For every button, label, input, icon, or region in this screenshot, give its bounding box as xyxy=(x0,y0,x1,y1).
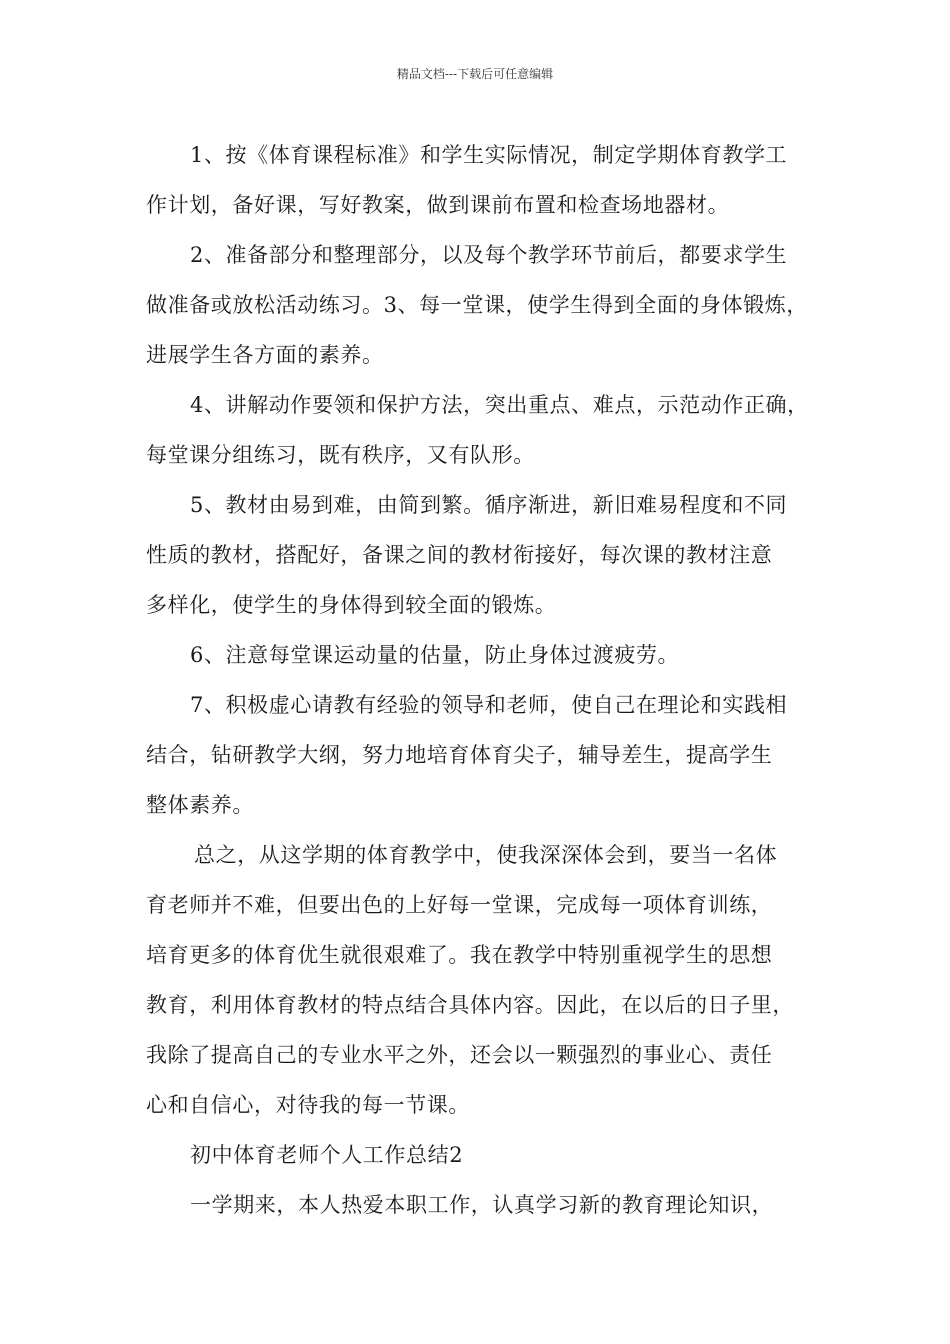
paragraph-line: 育老师并不难，但要出色的上好每一堂课，完成每一项体育训练， xyxy=(146,893,773,917)
paragraph-item-6 xyxy=(146,630,814,680)
paragraph-line: 6、注意每堂课运动量的估量，防止身体过渡疲劳。 xyxy=(190,643,680,667)
paragraph-line: 4、讲解动作要领和保护方法，突出重点、难点，示范动作正确， xyxy=(190,393,809,417)
paragraph-item-2 xyxy=(146,230,814,380)
paragraph-line: 培育更多的体育优生就很艰难了。我在教学中特别重视学生的思想 xyxy=(146,943,773,967)
paragraph-line: 5、教材由易到难，由简到繁。循序渐进，新旧难易程度和不同 xyxy=(190,493,788,517)
paragraph-line: 7、积极虚心请教有经验的领导和老师，使自己在理论和实践相 xyxy=(190,693,788,717)
paragraph-line: 我除了提高自己的专业水平之外，还会以一颗强烈的事业心、责任 xyxy=(146,1043,773,1067)
paragraph-summary xyxy=(146,830,814,1130)
paragraph-line: 1、按《体育课程标准》和学生实际情况，制定学期体育教学工 xyxy=(190,143,788,167)
page-header: 精品文档---下载后可任意编辑 xyxy=(396,67,554,81)
document-body xyxy=(146,130,814,1230)
paragraph-intro xyxy=(146,1180,814,1230)
section-heading xyxy=(146,1130,814,1180)
paragraph-line: 心和自信心，对待我的每一节课。 xyxy=(146,1093,470,1117)
paragraph-line: 整体素养。 xyxy=(146,793,254,817)
paragraph-item-5 xyxy=(146,480,814,630)
paragraph-line: 2、准备部分和整理部分，以及每个教学环节前后，都要求学生 xyxy=(190,243,788,267)
paragraph-line: 性质的教材，搭配好，备课之间的教材衔接好，每次课的教材注意 xyxy=(146,543,773,567)
paragraph-line: 多样化，使学生的身体得到较全面的锻炼。 xyxy=(146,593,557,617)
paragraph-line: 每堂课分组练习，既有秩序，又有队形。 xyxy=(146,443,535,467)
paragraph-item-1 xyxy=(146,130,814,230)
section-heading-text: 初中体育老师个人工作总结2 xyxy=(190,1143,464,1167)
paragraph-line: 结合，钻研教学大纲，努力地培育体育尖子，辅导差生，提高学生 xyxy=(146,743,773,767)
paragraph-line: 教育，利用体育教材的特点结合具体内容。因此，在以后的日子里， xyxy=(146,993,794,1017)
paragraph-line: 进展学生各方面的素养。 xyxy=(146,343,384,367)
paragraph-line: 一学期来，本人热爱本职工作，认真学习新的教育理论知识， xyxy=(190,1193,774,1217)
paragraph-item-7 xyxy=(146,680,814,830)
paragraph-line: 作计划，备好课，写好教案，做到课前布置和检查场地器材。 xyxy=(146,193,730,217)
paragraph-item-4 xyxy=(146,380,814,480)
paragraph-line: 总之，从这学期的体育教学中，使我深深体会到，要当一名体 xyxy=(194,843,778,867)
paragraph-line: 做准备或放松活动练习。3、每一堂课，使学生得到全面的身体锻炼， xyxy=(146,293,808,317)
